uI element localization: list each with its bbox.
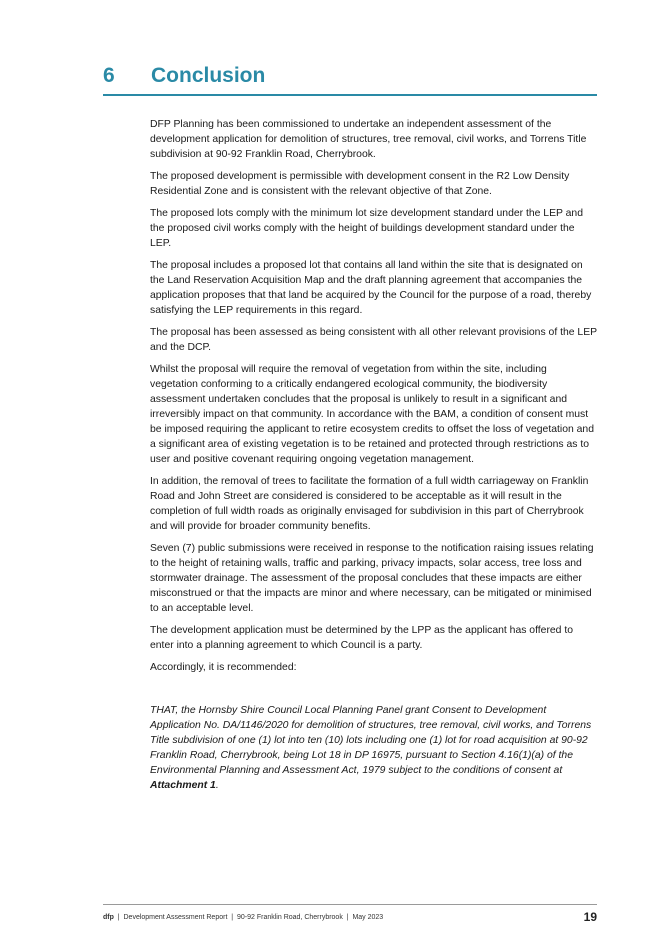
- recommendation-text: THAT, the Hornsby Shire Council Local Planning Panel grant Consent to Development Application No. DA/1146/2020 for demolition of structures, tree removal, civil works, and Torrens Title subdivision of one (1) lot into ten (10) lots including one (1) lot for road acquisition at 90-92 Franklin Road, Cherrybrook, being Lot 18 in DP 16975, pursuant to Section 4.16(1)(a) of the Environmental Planning and Assessment Act, 1979 subject to the conditions of consent at: [150, 705, 592, 776]
- document-body: [150, 117, 597, 800]
- page-number: 19: [583, 910, 597, 924]
- paragraph: Seven (7) public submissions were received in response to the notification raising issues relating to the height of retaining walls, traffic and parking, privacy impacts, solar access, tree loss and stormwater drainage. The assessment of the proposal concludes that these impacts are either misconstrued or that the impacts are minor and where necessary, can be mitigated or minimised to an acceptable level.: [150, 543, 594, 614]
- section-title: Conclusion: [151, 64, 266, 87]
- footer-separator: |: [342, 914, 353, 921]
- paragraph: DFP Planning has been commissioned to undertake an independent assessment of the development application for demolition of structures, tree removal, civil works, and Torrens Title subdivision at 90-92 Franklin Road, Cherrybrook.: [150, 119, 587, 160]
- paragraph: The proposed lots comply with the minimum lot size development standard under the LEP and the proposed civil works comply with the height of buildings development standard under the LEP.: [150, 208, 583, 249]
- footer-date: May 2023: [352, 914, 384, 921]
- paragraph: Whilst the proposal will require the removal of vegetation from within the site, including vegetation conforming to a critically endangered ecological community, the biodiversity assessment undertaken concludes that the proposal is unlikely to result in a significant and irreversibly impact on that community. In accordance with the BAM, a condition of consent must be imposed requiring the applicant to retire ecosystem credits to offset the loss of vegetation and a significant area of existing vegetation is to be retained and protected through restrictions as to user and positive covenant requiring ongoing vegetation management.: [150, 364, 594, 465]
- paragraph: The proposed development is permissible with development consent in the R2 Low Density Residential Zone and is consistent with the relevant objective of that Zone.: [150, 171, 570, 197]
- footer-separator: |: [113, 914, 124, 921]
- section-heading: [103, 62, 597, 96]
- paragraph: Accordingly, it is recommended:: [150, 662, 297, 673]
- page-footer: [103, 904, 597, 929]
- section-number: 6: [103, 64, 115, 87]
- recommendation-paragraph: [150, 703, 597, 793]
- paragraph: In addition, the removal of trees to facilitate the formation of a full width carriageway on Franklin Road and John Street are considered is considered to be acceptable as it will result in the completion of full width roads as originally envisaged for subdivision in this part of Cherrybrook and will provide for broader community benefits.: [150, 476, 589, 532]
- paragraph: The proposal includes a proposed lot that contains all land within the site that is designated on the Land Reservation Acquisition Map and the draft planning agreement that accompanies the application proposes that that land be acquired by the Council for the purpose of a road, thereby satisfying the LEP requirements in this regard.: [150, 260, 592, 316]
- footer-brand: dfp: [103, 914, 114, 921]
- footer-separator: |: [227, 914, 237, 921]
- footer-address: 90-92 Franklin Road, Cherrybrook: [237, 914, 343, 921]
- paragraph: The proposal has been assessed as being consistent with all other relevant provisions of the LEP and the DCP.: [150, 327, 597, 353]
- footer-report-title: Development Assessment Report: [123, 914, 228, 921]
- recommendation-end: .: [215, 780, 219, 791]
- footer-text: [103, 914, 383, 921]
- attachment-reference: Attachment 1: [150, 780, 216, 791]
- paragraph: The development application must be determined by the LPP as the applicant has offered to enter into a planning agreement to which Council is a party.: [150, 625, 574, 651]
